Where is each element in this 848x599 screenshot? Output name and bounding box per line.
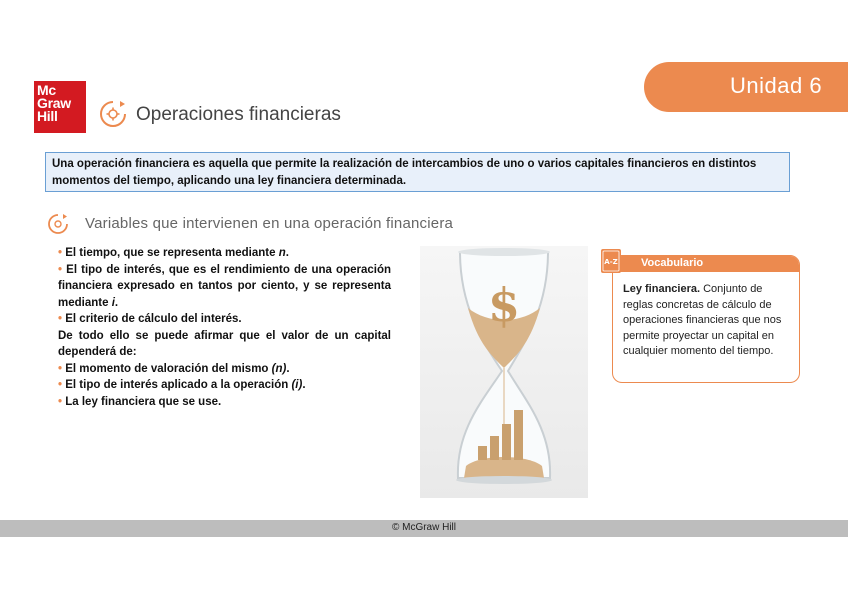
variable: (n) [271,362,287,375]
bullet-time [58,245,391,262]
intro-paragraph: De todo ello se puede afirmar que el valor de un capital dependerá de: [58,329,391,358]
logo-line-1: Mc [37,82,56,98]
punct: . [286,362,290,375]
bullet-dot: • [58,362,63,375]
bullet-criterion [58,311,391,328]
vocabulary-card [612,255,800,383]
hourglass-image [420,246,588,498]
body-text [58,245,391,410]
logo-line-3: Hill [37,108,58,124]
vocabulary-title: Vocabulario [641,257,704,269]
bullet-text: La ley financiera que se use. [65,395,222,408]
bullet-text: El criterio de cálculo del interés. [65,313,242,325]
bullet-dot: • [58,313,63,325]
vocabulary-header [613,256,799,272]
vocabulary-text [623,282,789,360]
mcgraw-hill-logo [34,81,86,133]
section-gear-icon [46,213,72,235]
gear-icon [98,99,128,129]
vocabulary-definition: Conjunto de reglas concretas de cálculo de operaciones financieras que nos permite proyectar un capital en cualquier momento del tiempo. [623,283,782,357]
section-heading: Variables que intervienen en una operación financiera [85,215,454,232]
dictionary-icon [600,247,624,275]
bullet-applied-rate [58,377,391,394]
bullet-dot: • [58,395,63,408]
bullet-interest-rate [58,262,391,312]
definition-box: Una operación financiera es aquella que permite la realización de intercambios de uno o varios capitales financieros en distintos momentos del tiempo, aplicando una ley financiera determinada. [45,152,790,192]
bullet-text: El tipo de interés, que es el rendimiento de una operación financiera expresado en tantos por ciento, y se representa mediante [58,263,391,309]
variable: i [111,296,115,309]
bullet-financial-law [58,394,391,411]
punct: . [285,247,289,259]
punct: . [114,296,119,309]
variable: (i) [291,379,303,391]
logo-line-2: Graw [37,95,71,111]
vocabulary-term: Ley financiera. [623,283,701,295]
bullet-text: El momento de valoración del mismo [65,362,272,375]
footer-bar [0,520,848,537]
dictionary-badge-label: A-Z [604,258,618,266]
bullet-text: El tiempo, que se representa mediante [65,247,279,259]
copyright-text: © McGraw Hill [391,522,457,533]
bullet-dot: • [58,247,63,259]
unit-label: Unidad 6 [730,73,823,98]
bullet-dot: • [58,379,63,391]
punct: . [302,379,306,391]
bullet-text: El tipo de interés aplicado a la operación [65,379,292,391]
bullet-valuation-moment [58,361,391,378]
unit-tab [644,62,848,112]
variable: n [278,247,286,259]
page-title: Operaciones financieras [136,104,341,125]
bullet-dot: • [58,263,63,276]
svg-text:$: $ [487,278,521,332]
